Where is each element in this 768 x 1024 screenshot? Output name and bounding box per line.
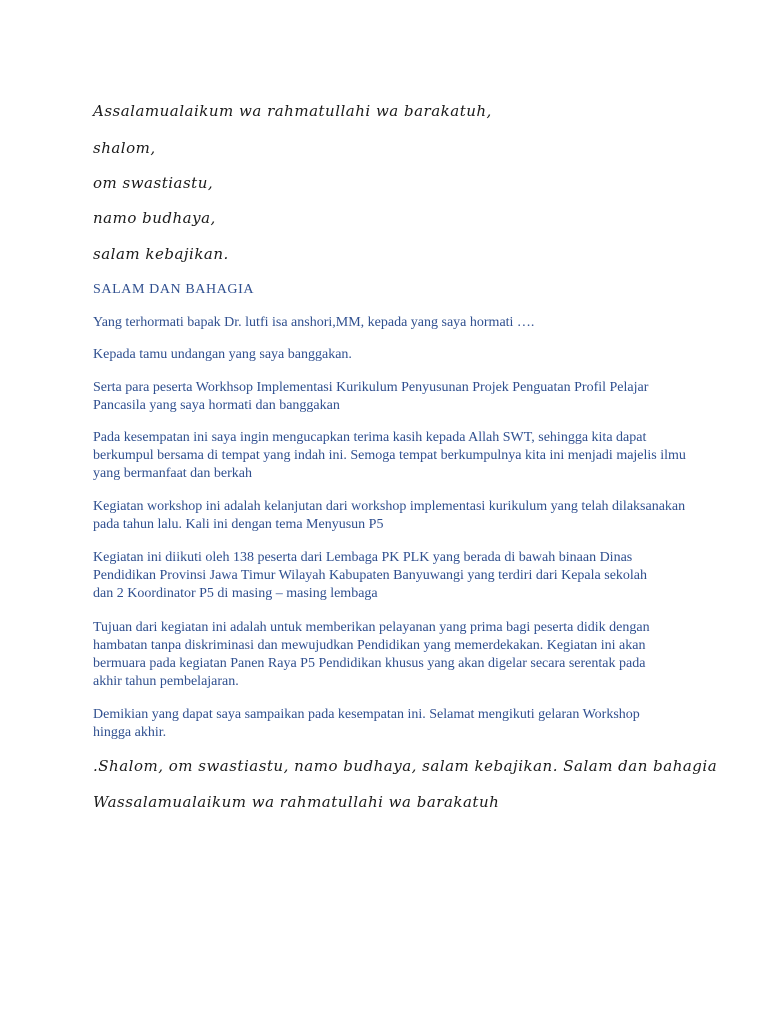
paragraph-closing-remarks: Demikian yang dapat saya sampaikan pada kesempatan ini. Selamat mengikuti gelaran Workshop hingga akhir. bbox=[93, 707, 640, 740]
greeting-shalom: shalom, bbox=[93, 139, 156, 157]
closing-greetings: .Shalom, om swastiastu, namo budhaya, salam kebajikan. Salam dan bahagia bbox=[93, 757, 718, 775]
greeting-namo-budhaya: namo budhaya, bbox=[93, 209, 216, 227]
paragraph-salutation: Yang terhormati bapak Dr. lutfi isa anshori,MM, kepada yang saya hormati …. bbox=[93, 315, 535, 330]
heading-salam-dan-bahagia: SALAM DAN BAHAGIA bbox=[93, 282, 255, 297]
paragraph-guests: Kepada tamu undangan yang saya banggakan. bbox=[93, 347, 352, 362]
paragraph-purpose: Tujuan dari kegiatan ini adalah untuk memberikan pelayanan yang prima bagi peserta didik dengan hambatan tanpa diskriminasi dan mewujudkan Pendidikan yang memerdekakan. Kegiatan ini akan bermuara pada kegiatan Panen Raya P5 Pendidikan khusus yang akan digelar secara serentak pada akhir tahun pembelajaran. bbox=[93, 620, 650, 689]
closing-wassalamualaikum: Wassalamualaikum wa rahmatullahi wa barakatuh bbox=[93, 793, 500, 811]
paragraph-participants: Serta para peserta Workhsop Implementasi Kurikulum Penyusunan Projek Penguatan Profil Pelajar Pancasila yang saya hormati dan banggakan bbox=[93, 380, 649, 413]
greeting-assalamualaikum: Assalamualaikum wa rahmatullahi wa barakatuh, bbox=[93, 102, 492, 120]
paragraph-workshop: Kegiatan workshop ini adalah kelanjutan dari workshop implementasi kurikulum yang telah dilaksanakan pada tahun lalu. Kali ini dengan tema Menyusun P5 bbox=[93, 499, 686, 532]
paragraph-participants-count: Kegiatan ini diikuti oleh 138 peserta dari Lembaga PK PLK yang berada di bawah binaan Dinas Pendidikan Provinsi Jawa Timur Wilayah Kabupaten Banyuwangi yang terdiri dari Kepala sekolah dan 2 Koordinator P5 di masing – masing lembaga bbox=[93, 550, 648, 601]
greeting-salam-kebajikan: salam kebajikan. bbox=[93, 245, 229, 263]
paragraph-gratitude: Pada kesempatan ini saya ingin mengucapkan terima kasih kepada Allah SWT, sehingga kita dapat berkumpul bersama di tempat yang indah ini. Semoga tempat berkumpulnya kita ini menjadi majelis ilmu yang bermanfaat dan berkah bbox=[93, 430, 686, 481]
greeting-om-swastiastu: om swastiastu, bbox=[93, 174, 214, 192]
